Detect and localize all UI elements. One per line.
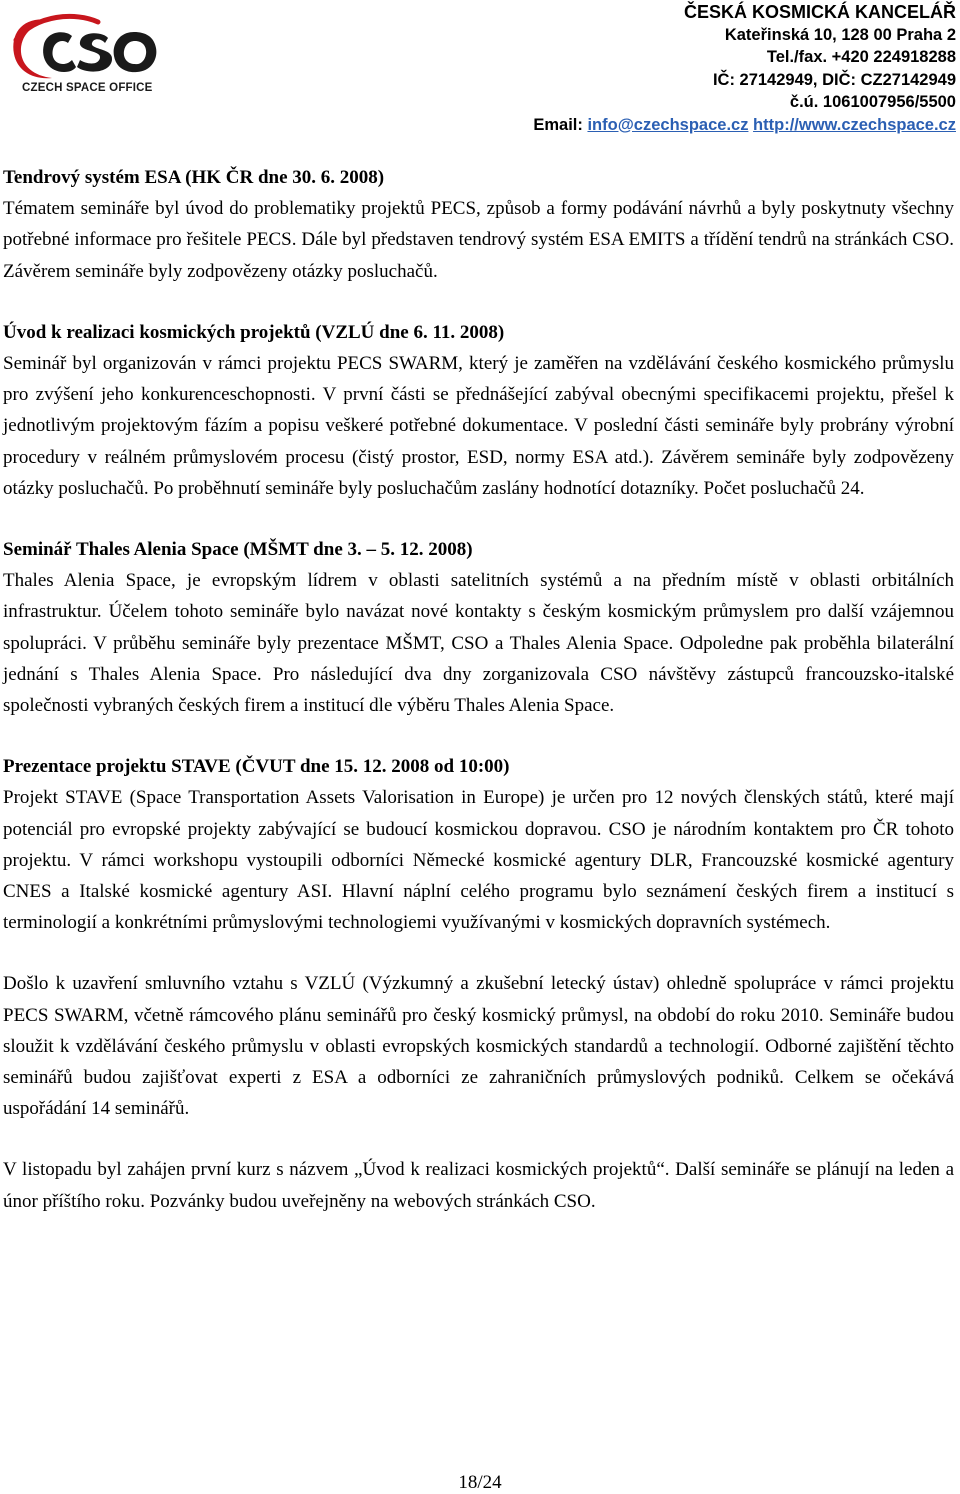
- bank-account: č.ú. 1061007956/5500: [789, 93, 956, 111]
- website-link[interactable]: http://www.czechspace.cz: [753, 115, 956, 134]
- phone-fax: Tel./fax. +420 224918288: [766, 48, 956, 66]
- email-link[interactable]: info@czechspace.cz: [587, 115, 749, 134]
- section-esa-tender: [3, 162, 954, 287]
- organization-name: ČESKÁ KOSMICKÁ KANCELÁŘ: [683, 2, 956, 22]
- section-text: Projekt STAVE (Space Transportation Assets Valorisation in Europe) je určen pro 12 nových členských států, které mají potenciál pro evropské projekty zabývající se budoucí kosmickou dopravou. CSO je národním kontaktem pro ČR tohoto projektu. V rámci workshopu vystoupili odborníci Německé kosmické agentury DLR, Francouzské kosmické agentury CNES a Italské kosmické agentury ASI. Hlavní náplní celého programu bylo seznámení českých firem a institucí s terminologií a konkrétními průmyslovými technologiemi využívanými v kosmických dopravních systémech.: [3, 787, 954, 934]
- company-ids: IČ: 27142949, DIČ: CZ27142949: [712, 70, 956, 89]
- section-vzlu-seminar: [3, 317, 954, 504]
- contact-block: [533, 1, 956, 136]
- section-text: Seminář byl organizován v rámci projektu PECS SWARM, který je zaměřen na vzdělávání českého kosmického průmyslu pro zvýšení jeho konkurenceschopnosti. V první části se přednášející zabýval obecnými specifikacemi projektu, přešel k jednotlivým projektovým fázím a popisu veškeré potřebné dokumentace. V poslední části semináře byly probrány výrobní procedury v reálném průmyslovém procesu (čistý prostor, ESD, normy ESA atd.). Závěrem semináře byly zodpovězeny otázky posluchačů. Po proběhnutí semináře byly posluchačům zaslány hodnotící dotazníky. Počet posluchačů 24.: [3, 353, 954, 499]
- paragraph-vzlu-contract: [3, 968, 954, 1124]
- email-label: Email:: [533, 115, 583, 134]
- paragraph-text: Došlo k uzavření smluvního vztahu s VZLÚ (Výzkumný a zkušební letecký ústav) ohledně spolupráce v rámci projektu PECS SWARM, včetně rámcového plánu seminářů pro český kosmický průmysl, na období do roku 2010. Semináře budou sloužit k vzdělávání českého průmyslu v oblasti evropských kosmických standardů a technologií. Odborné zajištění těchto seminářů budou zajišťovat experti z ESA a odborníci ze zahraničních průmyslových podniků. Celkem se očekává uspořádání 14 seminářů.: [3, 973, 954, 1120]
- cso-logo-mark-icon: [6, 10, 166, 90]
- paragraph-course-start: [3, 1154, 954, 1216]
- paragraph-text: V listopadu byl zahájen první kurz s názvem „Úvod k realizaci kosmických projektů“. Další semináře se plánují na leden a únor příštího roku. Pozvánky budou uveřejněny na webových stránkách CSO.: [3, 1159, 954, 1212]
- page-number: 18/24: [458, 1472, 502, 1493]
- section-heading: Seminář Thales Alenia Space (MŠMT dne 3. – 5. 12. 2008): [3, 539, 473, 561]
- letterhead: [0, 0, 960, 140]
- email-web-line: [533, 114, 956, 137]
- section-heading: Tendrový systém ESA (HK ČR dne 30. 6. 2008): [3, 167, 385, 188]
- section-thales-seminar: [3, 534, 954, 721]
- section-heading: Úvod k realizaci kosmických projektů (VZLÚ dne 6. 11. 2008): [3, 321, 505, 343]
- section-text: Thales Alenia Space, je evropským lídrem v oblasti satelitních systémů a na předním místě v oblasti orbitálních infrastruktur. Účelem tohoto semináře bylo navázat nové kontakty s českým kosmickým průmyslem pro další vzájemnou spolupráci. V průběhu semináře byly prezentace MŠMT, CSO a Thales Alenia Space. Odpoledne pak proběhla bilaterální jednání s Thales Alenia Space. Pro následující dva dny zorganizovala CSO návštěvy zástupců francouzsko-italské společnosti vybraných českých firem a institucí dle výběru Thales Alenia Space.: [3, 570, 954, 717]
- logo-caption: CZECH SPACE OFFICE: [22, 82, 153, 94]
- section-heading: Prezentace projektu STAVE (ČVUT dne 15. 12. 2008 od 10:00): [3, 756, 510, 778]
- section-text: Tématem semináře byl úvod do problematiky projektů PECS, způsob a formy podávání návrhů a byly poskytnuty všechny potřebné informace pro řešitele PECS. Dále byl představen tendrový systém ESA EMITS a třídění tendrů na stránkách CSO. Závěrem semináře byly zodpovězeny otázky posluchačů.: [3, 198, 954, 282]
- section-stave-presentation: [3, 751, 954, 938]
- address: Kateřinská 10, 128 00 Praha 2: [724, 25, 956, 44]
- document-body: [3, 162, 954, 1217]
